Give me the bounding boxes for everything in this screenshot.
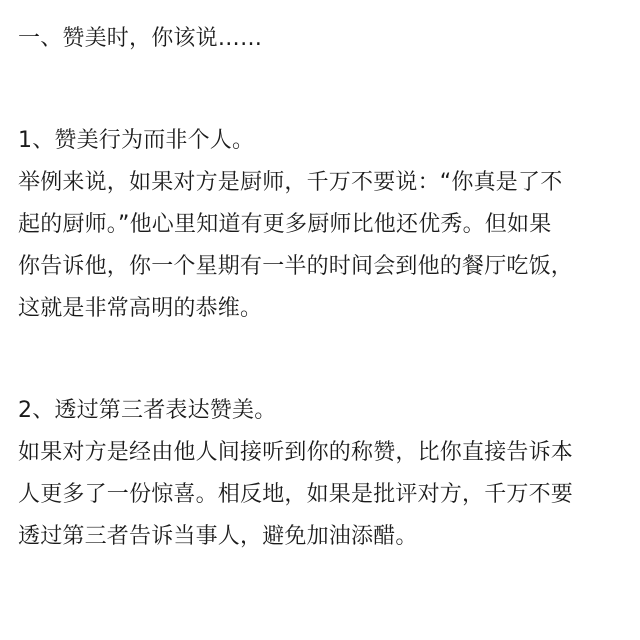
- section-1-line: 这就是非常高明的恭维。: [18, 296, 263, 321]
- section-1-title: 1、赞美行为而非个人。: [18, 128, 255, 153]
- document-heading: 一、赞美时，你该说……: [18, 26, 263, 51]
- section-1-line: 你告诉他，你一个星期有一半的时间会到他的餐厅吃饭，: [18, 254, 574, 279]
- section-2-line: 透过第三者告诉当事人，避免加油添醋。: [18, 524, 418, 549]
- section-1-line: 举例来说，如果对方是厨师，千万不要说：“你真是了不: [18, 170, 563, 195]
- section-1-line: 起的厨师。”他心里知道有更多厨师比他还优秀。但如果: [18, 212, 552, 237]
- section-2-line: 人更多了一份惊喜。相反地，如果是批评对方，千万不要: [18, 482, 574, 507]
- section-2-title: 2、透过第三者表达赞美。: [18, 398, 277, 423]
- section-2-line: 如果对方是经由他人间接听到你的称赞，比你直接告诉本: [18, 440, 574, 465]
